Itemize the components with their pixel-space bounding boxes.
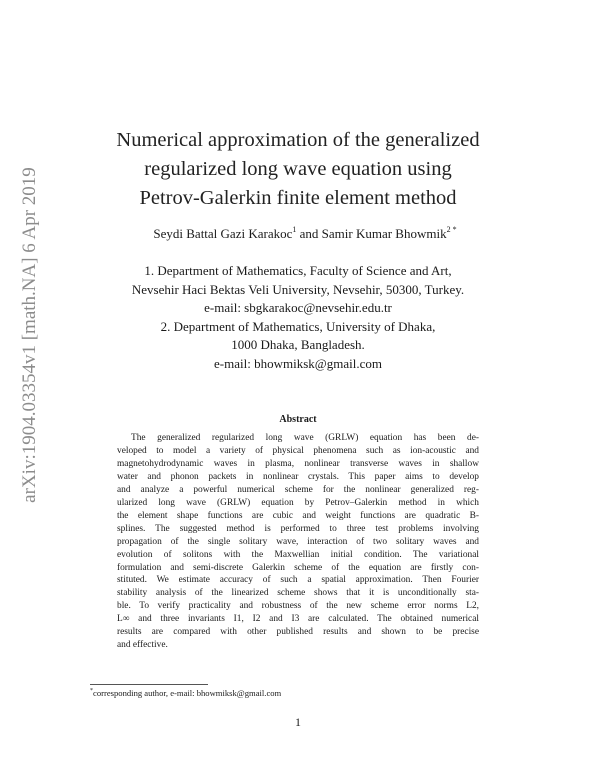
- affiliation-line: Nevsehir Haci Bektas Veli University, Nevsehir, 50300, Turkey.: [131, 281, 465, 297]
- abstract-line: and effective.: [117, 640, 168, 651]
- corresponding-author-mark: *: [450, 225, 457, 234]
- author-list: [90, 225, 520, 242]
- page-number: 1: [295, 715, 301, 729]
- footnote-text: corresponding author, e-mail: bhowmiksk@gmail.com: [93, 688, 282, 698]
- footnote-marker: *: [90, 688, 93, 694]
- abstract-line: evolution of solitons with the Maxwellian initial condition. The variational: [117, 549, 479, 560]
- affiliations: [90, 262, 506, 373]
- abstract-heading: Abstract: [279, 414, 317, 425]
- arxiv-sidebar-stamp: [2, 100, 58, 570]
- author-affiliation-mark: 2: [446, 225, 451, 234]
- abstract-line: formulation and semi-discrete Galerkin scheme of the equation are firstly con-: [117, 562, 479, 573]
- abstract-line: results are compared with other published results and shown to be precise: [117, 627, 479, 638]
- paper-title: [90, 126, 506, 213]
- abstract-line: stability analysis of the linearized scheme shows that it is unconditionally sta-: [117, 588, 479, 599]
- title-line: Petrov-Galerkin finite element method: [139, 187, 457, 209]
- abstract-line: ble. To verify practicality and robustness of the new scheme error norms L2,: [117, 601, 479, 612]
- affiliation-email: e-mail: bhowmiksk@gmail.com: [214, 355, 382, 371]
- affiliation-line: 2. Department of Mathematics, University of Dhaka,: [160, 318, 436, 334]
- author-name: Samir Kumar Bhowmik: [321, 226, 447, 241]
- footnote-rule: [90, 684, 208, 685]
- author-affiliation-mark: 1: [292, 225, 297, 234]
- abstract-line: water and phonon packets in nonlinear crystals. This paper aims to develop: [117, 471, 479, 482]
- abstract-line: splines. The suggested method is performed to three test problems involving: [117, 523, 479, 534]
- title-line: regularized long wave equation using: [144, 158, 452, 180]
- affiliation-line: 1000 Dhaka, Bangladesh.: [231, 337, 365, 352]
- title-line: Numerical approximation of the generalized: [116, 129, 480, 151]
- abstract-line: veloped to model a variety of physical phenomena such as ion-acoustic and: [117, 445, 479, 456]
- arxiv-identifier: arXiv:1904.03354v1 [math.NA] 6 Apr 2019: [19, 167, 40, 503]
- abstract-line: The generalized regularized long wave (GRLW) equation has been de-: [131, 433, 479, 443]
- author-conjunction: and: [296, 226, 322, 241]
- affiliation-email: e-mail: sbgkarakoc@nevsehir.edu.tr: [204, 300, 392, 315]
- abstract-line: stituted. We estimate accuracy of such a spatial approximation. Then Fourier: [117, 575, 479, 586]
- footnote: [90, 688, 281, 698]
- abstract-line: and analyze a powerful numerical scheme for the nonlinear generalized reg-: [117, 484, 479, 495]
- abstract-line: the element shape functions are cubic and weight functions are quadratic B-: [117, 510, 479, 521]
- abstract-line: propagation of the single solitary wave, interaction of two solitary waves and: [117, 536, 479, 547]
- abstract-body: [117, 432, 479, 652]
- affiliation-line: 1. Department of Mathematics, Faculty of Science and Art,: [144, 263, 452, 278]
- abstract-line: L∞ and three invariants I1, I2 and I3 are calculated. The obtained numerical: [117, 614, 479, 625]
- abstract-line: ularized long wave (GRLW) equation by Petrov–Galerkin method in which: [117, 497, 479, 508]
- author-name: Seydi Battal Gazi Karakoc: [153, 226, 293, 241]
- abstract-line: magnetohydrodynamic waves in plasma, nonlinear transverse waves in shallow: [117, 458, 479, 469]
